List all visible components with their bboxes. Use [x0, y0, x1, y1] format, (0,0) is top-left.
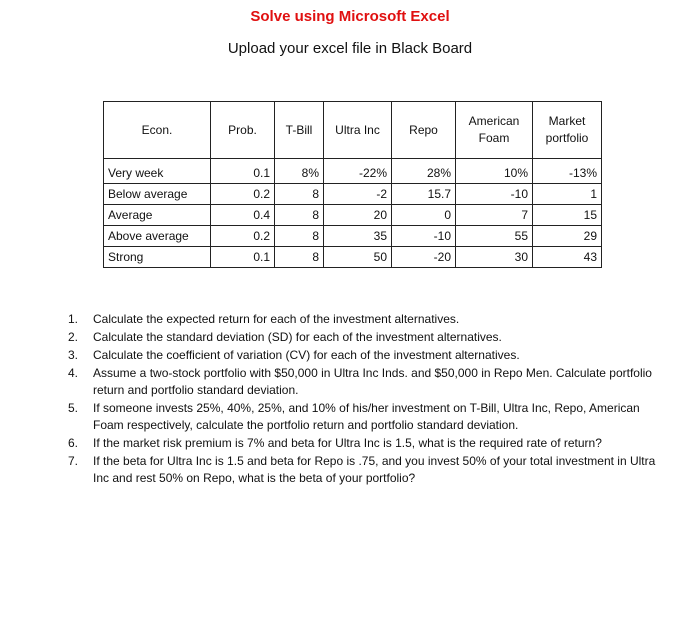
- table-cell: Above average: [104, 226, 211, 247]
- table-cell: 10%: [456, 159, 533, 184]
- question-item: [68, 347, 668, 364]
- question-text: If the market risk premium is 7% and beta for Ultra Inc is 1.5, what is the required rate of return?: [93, 436, 602, 450]
- question-number: 4.: [68, 366, 79, 380]
- table-cell: 43: [533, 247, 602, 268]
- table-cell: 28%: [392, 159, 456, 184]
- question-text: Calculate the expected return for each of the investment alternatives.: [93, 312, 460, 326]
- table-cell: 15.7: [392, 184, 456, 205]
- table-cell: -10: [392, 226, 456, 247]
- page-subtitle: Upload your excel file in Black Board: [227, 40, 473, 57]
- table-cell: 20: [324, 205, 392, 226]
- table-cell: 8%: [275, 159, 324, 184]
- table-row: [104, 205, 602, 226]
- question-item: [68, 311, 668, 328]
- table-cell: 8: [275, 247, 324, 268]
- table-cell: 30: [456, 247, 533, 268]
- table-row: [104, 247, 602, 268]
- question-number: 5.: [68, 401, 79, 415]
- table-cell: 0.2: [211, 184, 275, 205]
- table-header-row: [104, 102, 602, 159]
- question-number: 7.: [68, 454, 79, 468]
- table-cell: 1: [533, 184, 602, 205]
- page-title: Solve using Microsoft Excel: [250, 8, 450, 25]
- question-text: Calculate the standard deviation (SD) for each of the investment alternatives.: [93, 330, 502, 344]
- table-cell: Below average: [104, 184, 211, 205]
- question-list: [68, 311, 668, 488]
- header-american-foam: American Foam: [456, 102, 533, 159]
- table-cell: 50: [324, 247, 392, 268]
- question-text: Assume a two-stock portfolio with $50,000 in Ultra Inc Inds. and $50,000 in Repo Men. Calculate portfolio return and portfolio standard deviation.: [93, 366, 652, 397]
- table-row: [104, 226, 602, 247]
- table-row: [104, 184, 602, 205]
- question-text: If someone invests 25%, 40%, 25%, and 10% of his/her investment on T-Bill, Ultra Inc, Repo, American Foam respectively, calculate the portfolio return and portfolio standard deviation.: [93, 401, 640, 432]
- table-cell: 0.4: [211, 205, 275, 226]
- table-cell: 0.2: [211, 226, 275, 247]
- header-repo: Repo: [392, 102, 456, 159]
- table-cell: -22%: [324, 159, 392, 184]
- question-item: [68, 400, 668, 434]
- table-cell: 15: [533, 205, 602, 226]
- question-number: 3.: [68, 348, 79, 362]
- table-cell: 7: [456, 205, 533, 226]
- header-econ: Econ.: [104, 102, 211, 159]
- header-ultra-inc: Ultra Inc: [324, 102, 392, 159]
- table-cell: 29: [533, 226, 602, 247]
- question-text: Calculate the coefficient of variation (CV) for each of the investment alternatives.: [93, 348, 520, 362]
- table-cell: Strong: [104, 247, 211, 268]
- question-number: 1.: [68, 312, 79, 326]
- table-cell: 0.1: [211, 159, 275, 184]
- table-cell: -2: [324, 184, 392, 205]
- question-number: 2.: [68, 330, 79, 344]
- table-cell: 0: [392, 205, 456, 226]
- header-tbill: T-Bill: [275, 102, 324, 159]
- header-market-portfolio: Market portfolio: [533, 102, 602, 159]
- table-cell: Very week: [104, 159, 211, 184]
- table-cell: Average: [104, 205, 211, 226]
- table-cell: 0.1: [211, 247, 275, 268]
- table-cell: -20: [392, 247, 456, 268]
- question-item: [68, 365, 668, 399]
- question-item: [68, 453, 668, 487]
- table-cell: -10: [456, 184, 533, 205]
- question-number: 6.: [68, 436, 79, 450]
- table-cell: 35: [324, 226, 392, 247]
- question-item: [68, 329, 668, 346]
- table-cell: 55: [456, 226, 533, 247]
- returns-table: [103, 101, 602, 268]
- table-row: [104, 159, 602, 184]
- table-cell: 8: [275, 205, 324, 226]
- table-cell: 8: [275, 184, 324, 205]
- question-text: If the beta for Ultra Inc is 1.5 and beta for Repo is .75, and you invest 50% of your total investment in Ultra Inc and rest 50% on Repo, what is the beta of your portfolio?: [93, 454, 656, 485]
- table-cell: 8: [275, 226, 324, 247]
- table-cell: -13%: [533, 159, 602, 184]
- header-prob: Prob.: [211, 102, 275, 159]
- question-item: [68, 435, 668, 452]
